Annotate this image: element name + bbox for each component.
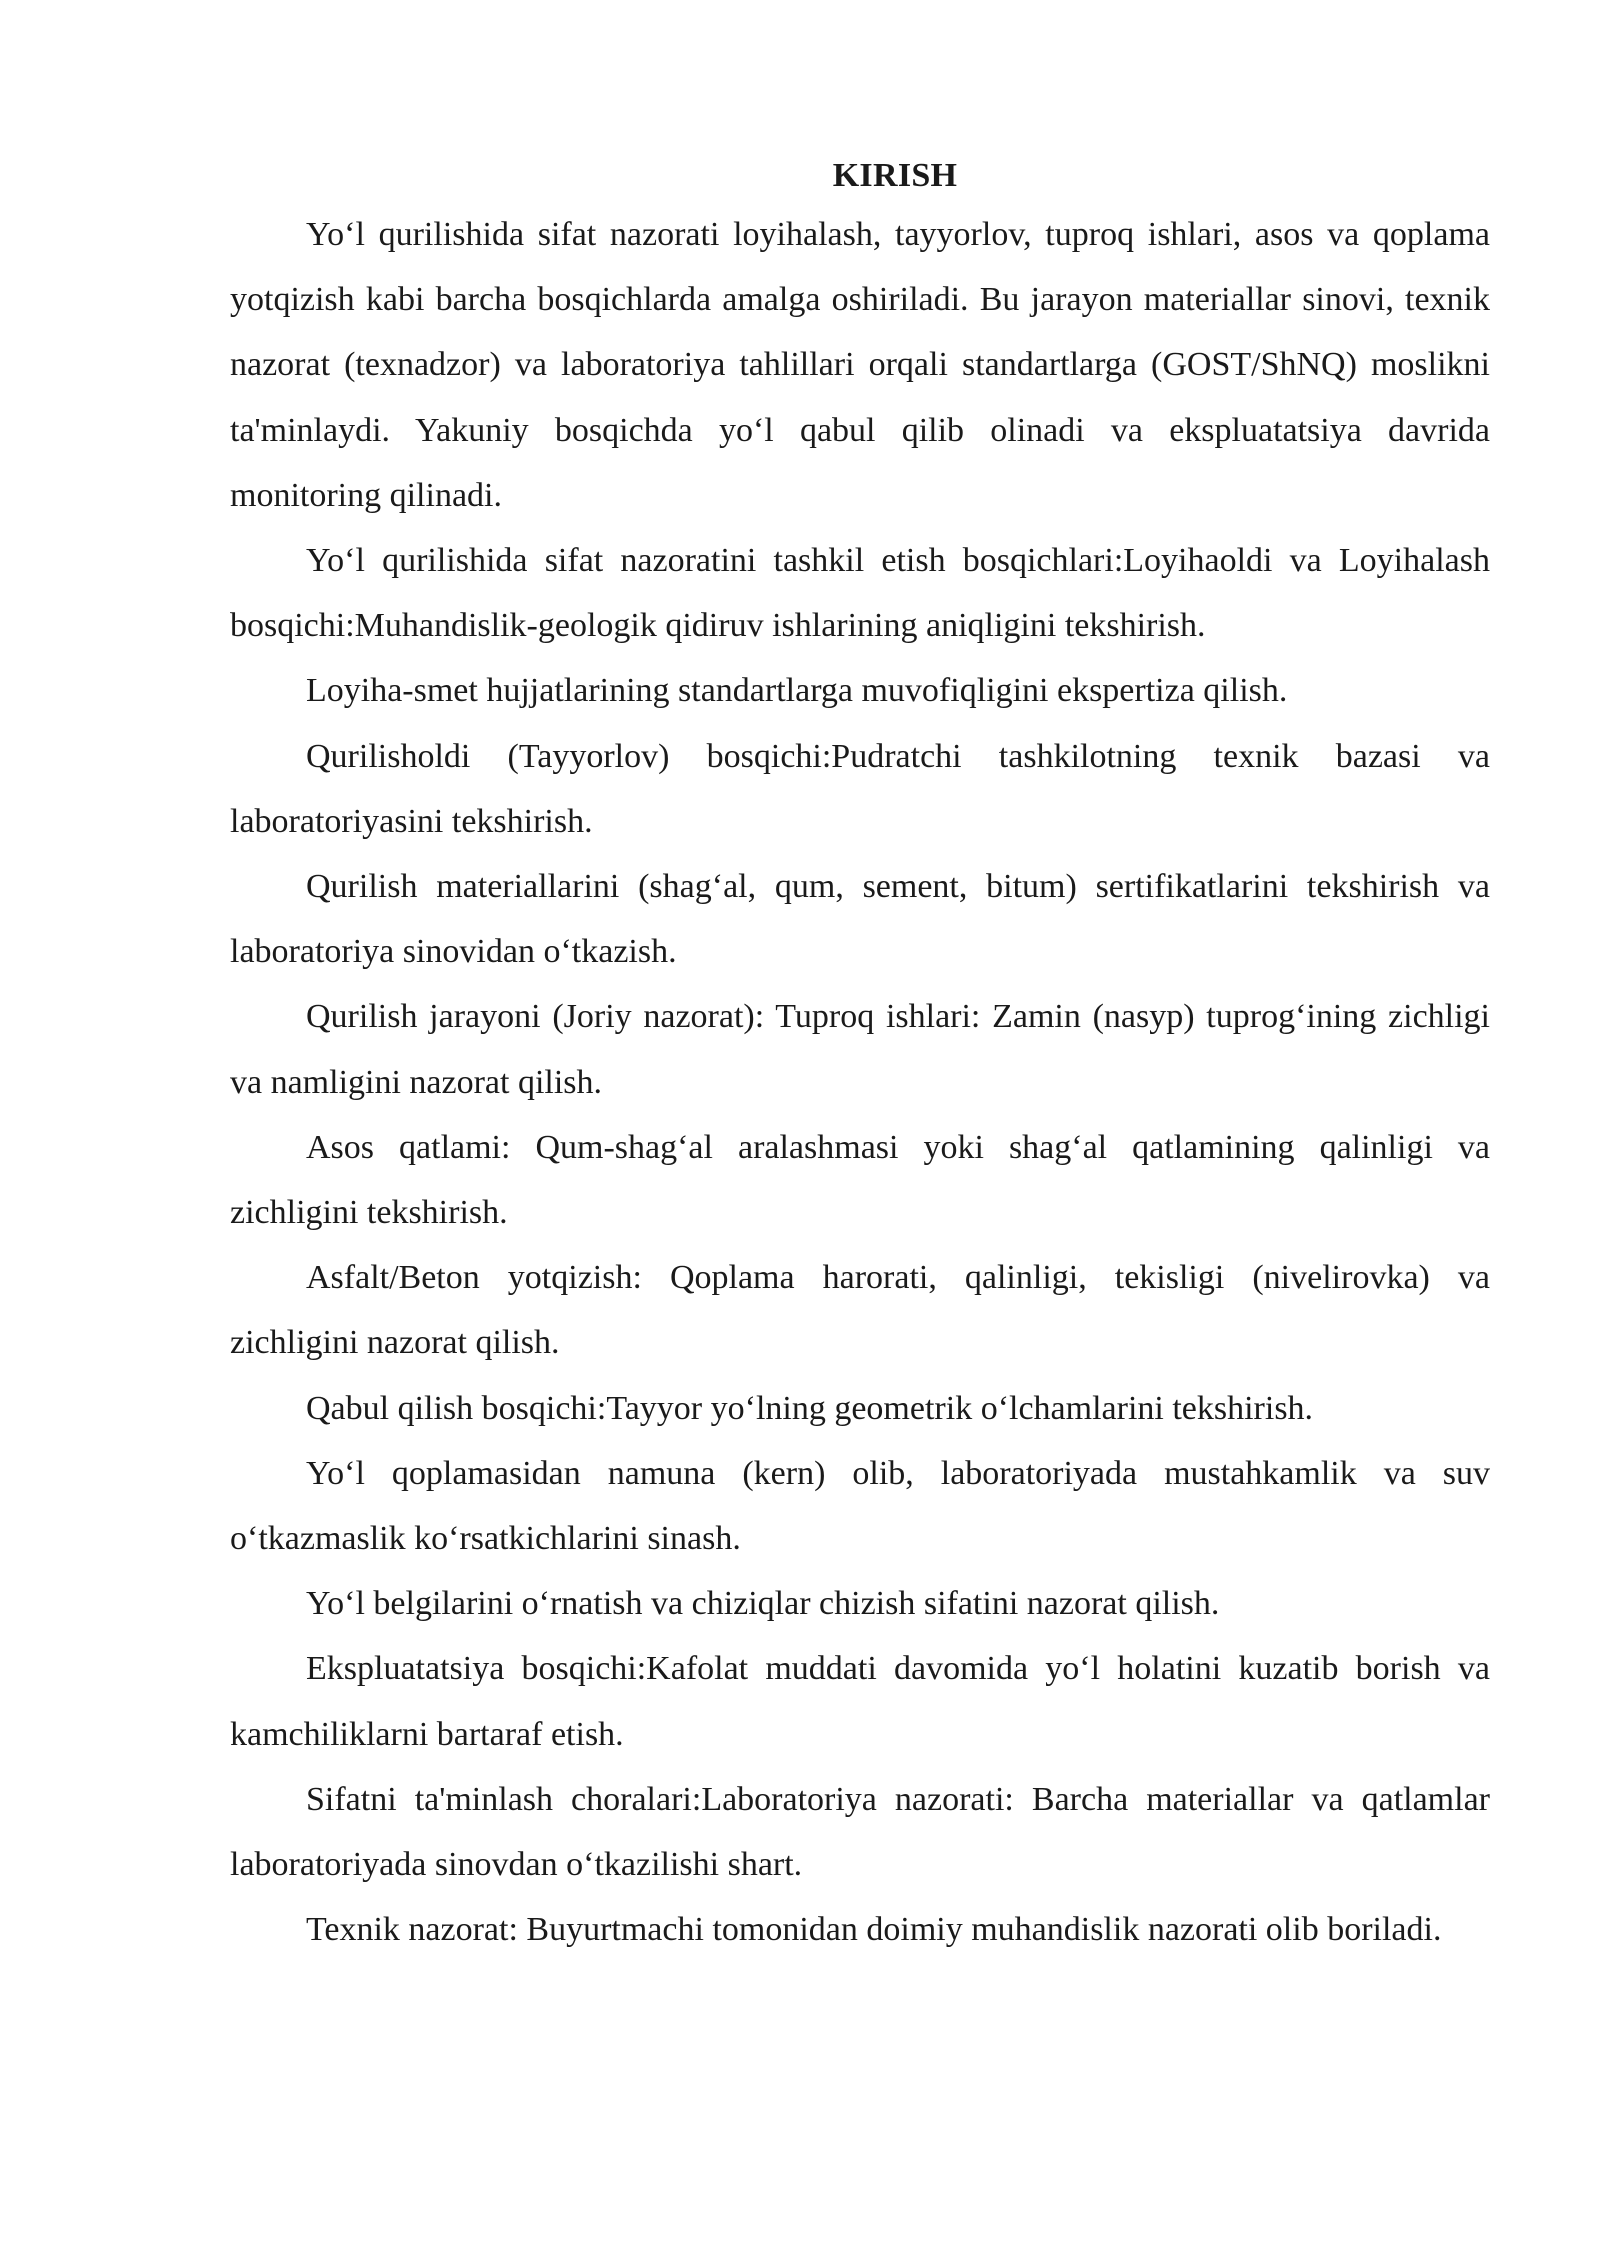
- paragraph: Texnik nazorat: Buyurtmachi tomonidan doimiy muhandislik nazorati olib boriladi.: [306, 1911, 1442, 1949]
- paragraph: Sifatni ta'minlash choralari:Laboratoriya nazorati: Barcha materiallar va qatlamlar laboratoriyada sinovdan o‘tkazilishi shart.: [230, 1780, 1490, 1884]
- document-body: [230, 150, 1490, 1962]
- paragraph: Loyiha-smet hujjatlarining standartlarga muvofiqligini ekspertiza qilish.: [306, 672, 1288, 710]
- paragraph: Qabul qilish bosqichi:Tayyor yo‘lning geometrik o‘lchamlarini tekshirish.: [306, 1389, 1314, 1427]
- paragraph: Qurilisholdi (Tayyorlov) bosqichi:Pudratchi tashkilotning texnik bazasi va laboratoriyasini tekshirish.: [230, 737, 1490, 840]
- paragraph: Yo‘l belgilarini o‘rnatish va chiziqlar chizish sifatini nazorat qilish.: [306, 1585, 1220, 1623]
- paragraph: Qurilish jarayoni (Joriy nazorat): Tuproq ishlari: Zamin (nasyp) tuprog‘ining zichligi va namligini nazorat qilish.: [230, 998, 1490, 1101]
- paragraph: Asos qatlami: Qum-shag‘al aralashmasi yoki shag‘al qatlamining qalinligi va zichligini tekshirish.: [230, 1128, 1490, 1232]
- paragraph: Asfalt/Beton yotqizish: Qoplama harorati, qalinligi, tekisligi (nivelirovka) va zichligini nazorat qilish.: [230, 1259, 1490, 1362]
- paragraph: Yo‘l qoplamasidan namuna (kern) olib, laboratoriyada mustahkamlik va suv o‘tkazmaslik ko‘rsatkichlarini sinash.: [230, 1454, 1490, 1558]
- paragraph: Yo‘l qurilishida sifat nazorati loyihalash, tayyorlov, tuproq ishlari, asos va qoplama yotqizish kabi barcha bosqichlarda amalga oshiriladi. Bu jarayon materiallar sinovi, texnik nazorat (texnadzor) va laboratoriya tahlillari orqali standartlarga (GOST/ShNQ) moslikni ta'minlaydi. Yakuniy bosqichda yo‘l qabul qilib olinadi va ekspluatatsiya davrida monitoring qilinadi.: [230, 216, 1490, 514]
- paragraph: Yo‘l qurilishida sifat nazoratini tashkil etish bosqichlari:Loyihaoldi va Loyihalash bosqichi:Muhandislik-geologik qidiruv ishlarining aniqligini tekshirish.: [230, 542, 1490, 645]
- document-title: KIRISH: [832, 157, 958, 194]
- paragraph: Qurilish materiallarini (shag‘al, qum, sement, bitum) sertifikatlarini tekshirish va laboratoriya sinovidan o‘tkazish.: [230, 868, 1490, 971]
- paragraph: Ekspluatatsiya bosqichi:Kafolat muddati davomida yo‘l holatini kuzatib borish va kamchiliklarni bartaraf etish.: [230, 1650, 1490, 1753]
